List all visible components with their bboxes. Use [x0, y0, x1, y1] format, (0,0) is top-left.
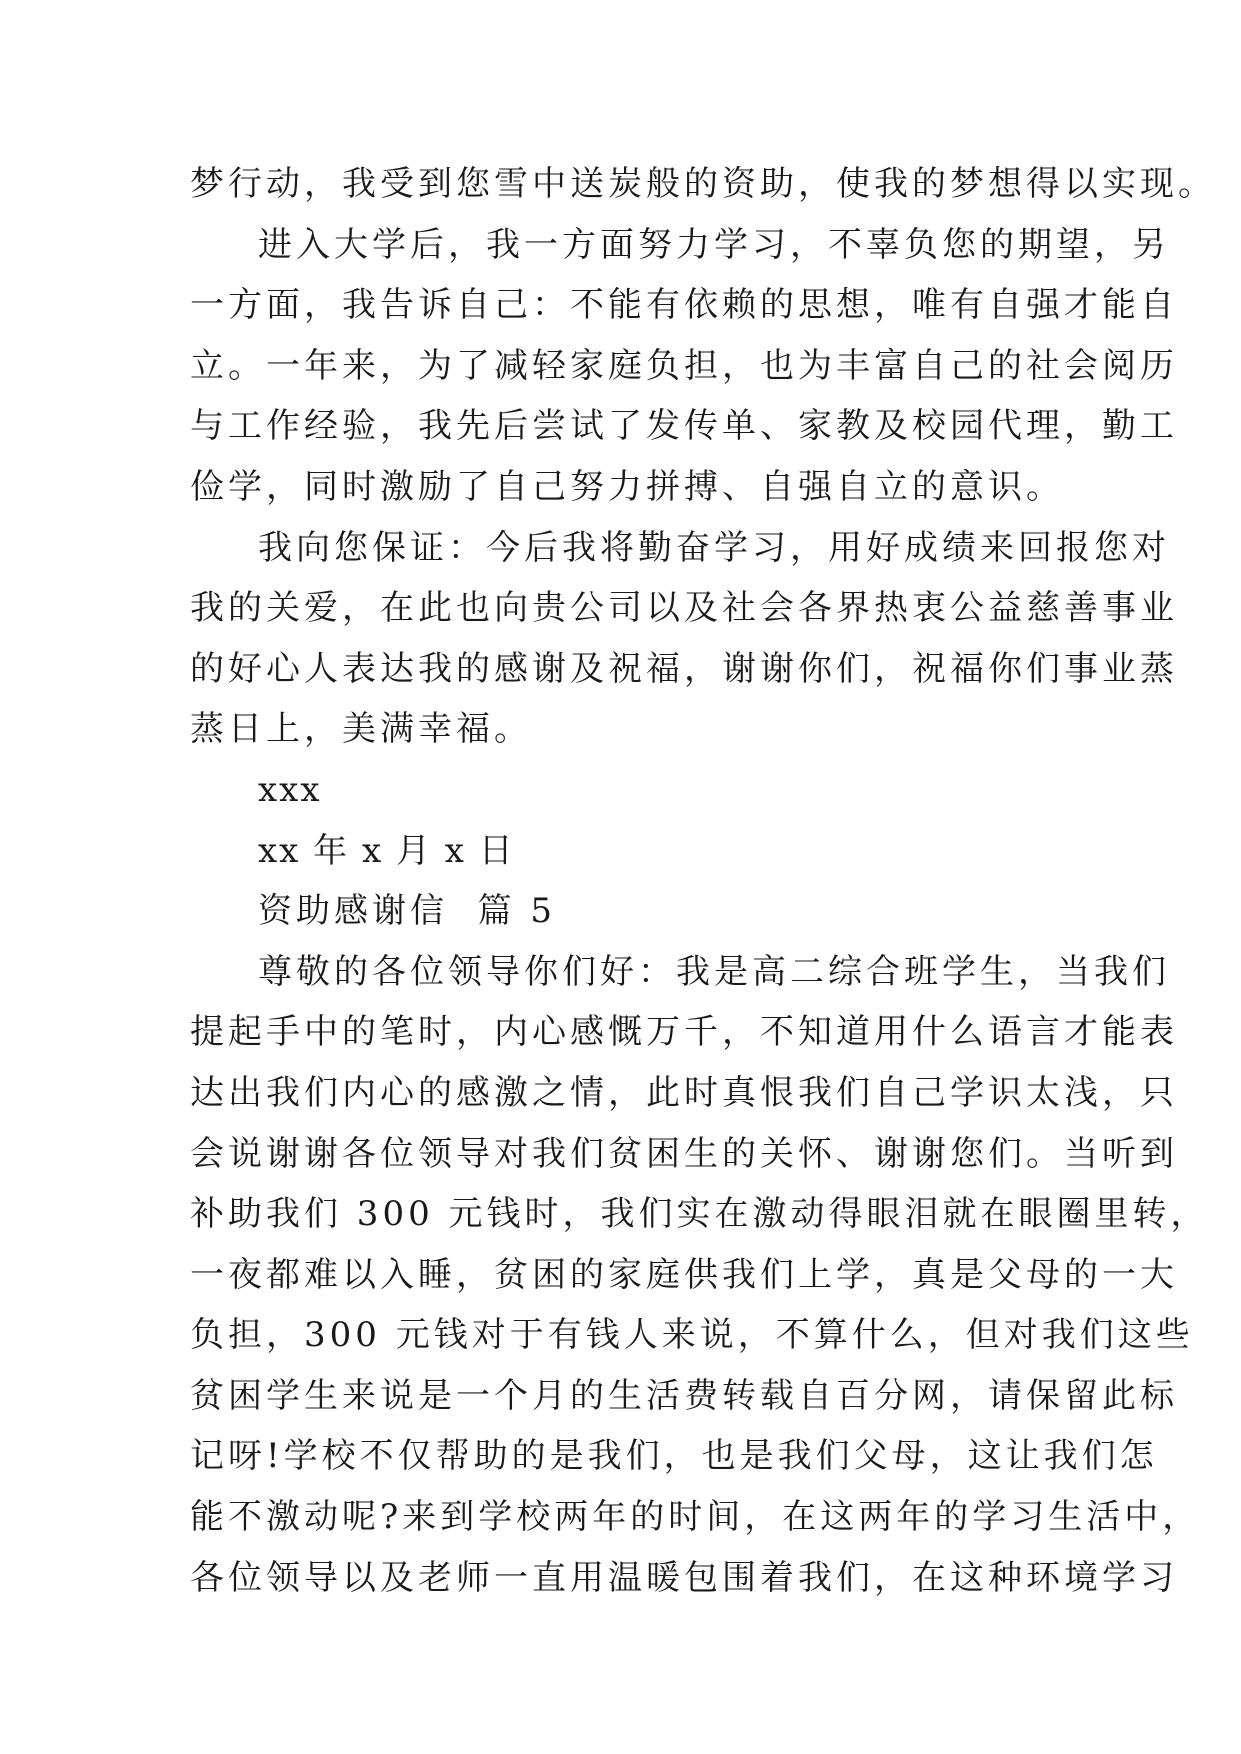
text-line: 进入大学后，我一方面努力学习，不辜负您的期望，另: [258, 224, 1170, 265]
letter-date: xx 年 x 月 x 日: [258, 830, 515, 871]
text-line: 蒸日上，美满幸福。: [190, 709, 532, 750]
text-line: 能不激动呢?来到学校两年的时间，在这两年的学习生活中，: [190, 1497, 1201, 1538]
text-line: 与工作经验，我先后尝试了发传单、家教及校园代理，勤工: [190, 406, 1178, 447]
text-line: 我向您保证：今后我将勤奋学习，用好成绩来回报您对: [258, 527, 1170, 568]
text-line: 记呀!学校不仅帮助的是我们，也是我们父母，这让我们怎: [190, 1436, 1158, 1477]
text-line: 一方面，我告诉自己：不能有依赖的思想，唯有自强才能自: [190, 285, 1178, 326]
text-line: 立。一年来，为了减轻家庭负担，也为丰富自己的社会阅历: [190, 345, 1178, 386]
signature: xxx: [258, 769, 322, 810]
document-body: [190, 154, 1216, 1608]
text-line: 达出我们内心的感激之情，此时真恨我们自己学识太浅，只: [190, 1072, 1178, 1113]
text-line: 会说谢谢各位领导对我们贫困生的关怀、谢谢您们。当听到: [190, 1133, 1178, 1174]
section-heading: 资助感谢信 篇 5: [258, 891, 557, 932]
text-line: 负担，300 元钱对于有钱人来说，不算什么，但对我们这些: [190, 1315, 1194, 1356]
text-line: 各位领导以及老师一直用温暖包围着我们，在这种环境学习: [190, 1557, 1178, 1598]
text-line: 的好心人表达我的感谢及祝福，谢谢你们，祝福你们事业蒸: [190, 648, 1178, 689]
text-line: 梦行动，我受到您雪中送炭般的资助，使我的梦想得以实现。: [190, 164, 1216, 204]
text-line: 一夜都难以入睡，贫困的家庭供我们上学，真是父母的一大: [190, 1254, 1178, 1295]
text-line: 贫困学生来说是一个月的生活费转载自百分网，请保留此标: [190, 1375, 1178, 1416]
text-line: 补助我们 300 元钱时，我们实在激动得眼泪就在眼圈里转，: [190, 1194, 1209, 1235]
text-line: 尊敬的各位领导你们好：我是高二综合班学生，当我们: [258, 951, 1170, 992]
text-line: 我的关爱，在此也向贵公司以及社会各界热衷公益慈善事业: [190, 588, 1178, 629]
text-line: 提起手中的笔时，内心感慨万千，不知道用什么语言才能表: [190, 1012, 1178, 1053]
text-line: 俭学，同时激励了自己努力拼搏、自强自立的意识。: [190, 466, 1064, 507]
